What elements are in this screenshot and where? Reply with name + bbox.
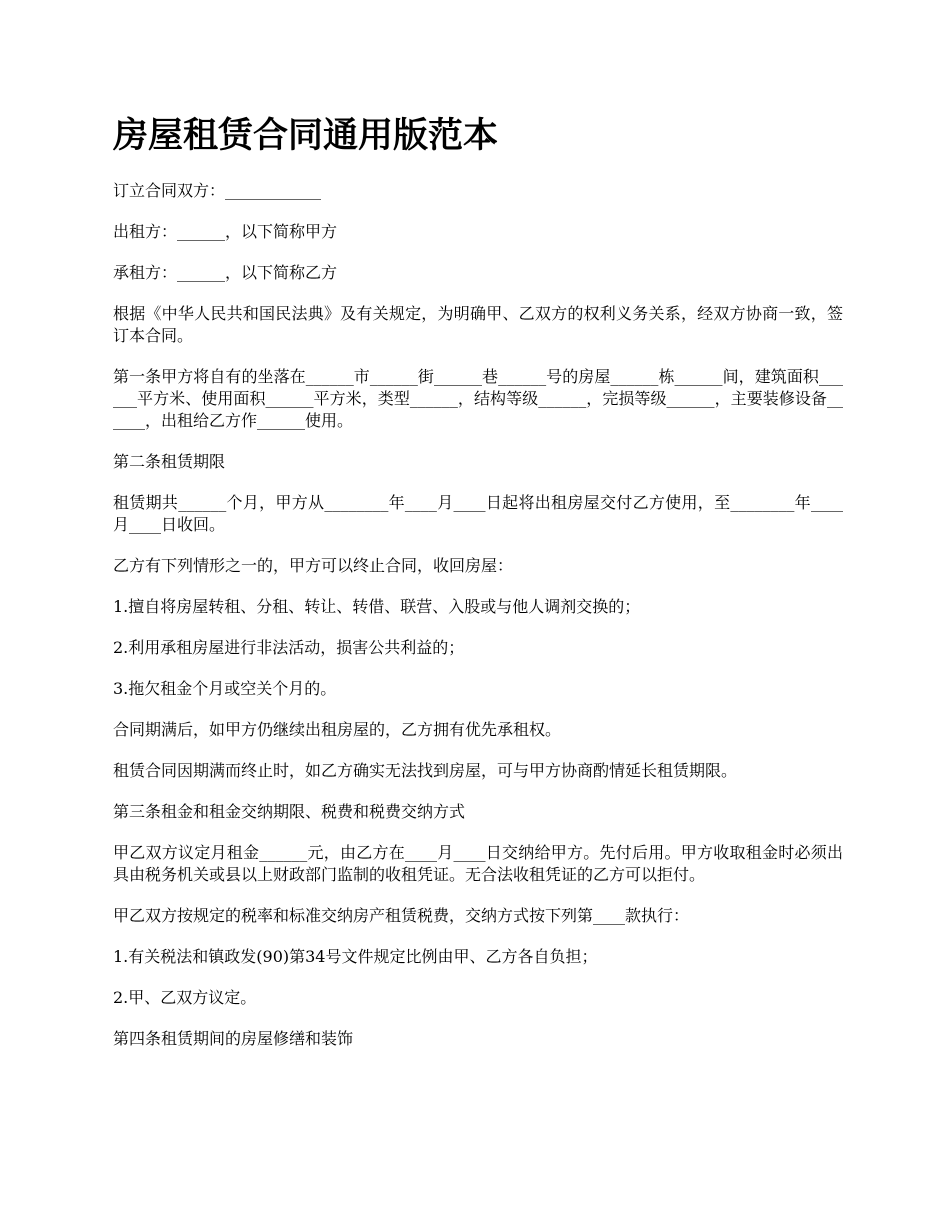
tax-payment: 甲乙双方按规定的税率和标准交纳房产租赁税费，交纳方式按下列第____款执行： bbox=[113, 906, 690, 925]
rent-payment: 甲乙双方议定月租金______元，由乙方在____月____日交纳给甲方。先付后用。甲方收取租金时必须出具由税务机关或县以上财政部门监制的收租凭证。无合法收租凭证的乙方可以拒付。 bbox=[113, 843, 843, 884]
article-3-heading: 第三条租金和租金交纳期限、税费和税费交纳方式 bbox=[113, 802, 466, 821]
party-intro: 订立合同双方：____________ bbox=[113, 181, 322, 200]
document-title: 房屋租赁合同通用版范本 bbox=[113, 115, 499, 156]
renewal-priority: 合同期满后，如甲方仍继续出租房屋的，乙方拥有优先承租权。 bbox=[113, 720, 562, 739]
preamble: 根据《中华人民共和国民法典》及有关规定，为明确甲、乙双方的权利义务关系，经双方协商一致，签订本合同。 bbox=[113, 304, 843, 345]
tax-item-1: 1.有关税法和镇政发(90)第34号文件规定比例由甲、乙方各自负担； bbox=[113, 947, 598, 966]
document-page bbox=[113, 112, 843, 1069]
article-2-heading: 第二条租赁期限 bbox=[113, 452, 226, 471]
lessee-line: 承租方：______，以下简称乙方 bbox=[113, 263, 338, 282]
lease-term: 租赁期共______个月，甲方从________年____月____日起将出租房屋交付乙方使用，至________年____月____日收回。 bbox=[113, 493, 843, 534]
article-1: 第一条甲方将自有的坐落在______市______街______巷______号的房屋______栋______间，建筑面积______平方米、使用面积______平方米，类型______，结构等级______，完损等级______，主要装修设备______，出租给乙方作______使用。 bbox=[113, 367, 843, 430]
termination-item-1: 1.擅自将房屋转租、分租、转让、转借、联营、入股或与他人调剂交换的； bbox=[113, 597, 641, 616]
termination-intro: 乙方有下列情形之一的，甲方可以终止合同，收回房屋： bbox=[113, 556, 514, 575]
termination-item-3: 3.拖欠租金个月或空关个月的。 bbox=[113, 679, 337, 698]
term-extension: 租赁合同因期满而终止时，如乙方确实无法找到房屋，可与甲方协商酌情延长租赁期限。 bbox=[113, 761, 738, 780]
lessor-line: 出租方：______，以下简称甲方 bbox=[113, 222, 338, 241]
article-4-heading: 第四条租赁期间的房屋修缮和装饰 bbox=[113, 1029, 354, 1048]
tax-item-2: 2.甲、乙双方议定。 bbox=[113, 988, 257, 1007]
termination-item-2: 2.利用承租房屋进行非法活动，损害公共利益的； bbox=[113, 638, 465, 657]
